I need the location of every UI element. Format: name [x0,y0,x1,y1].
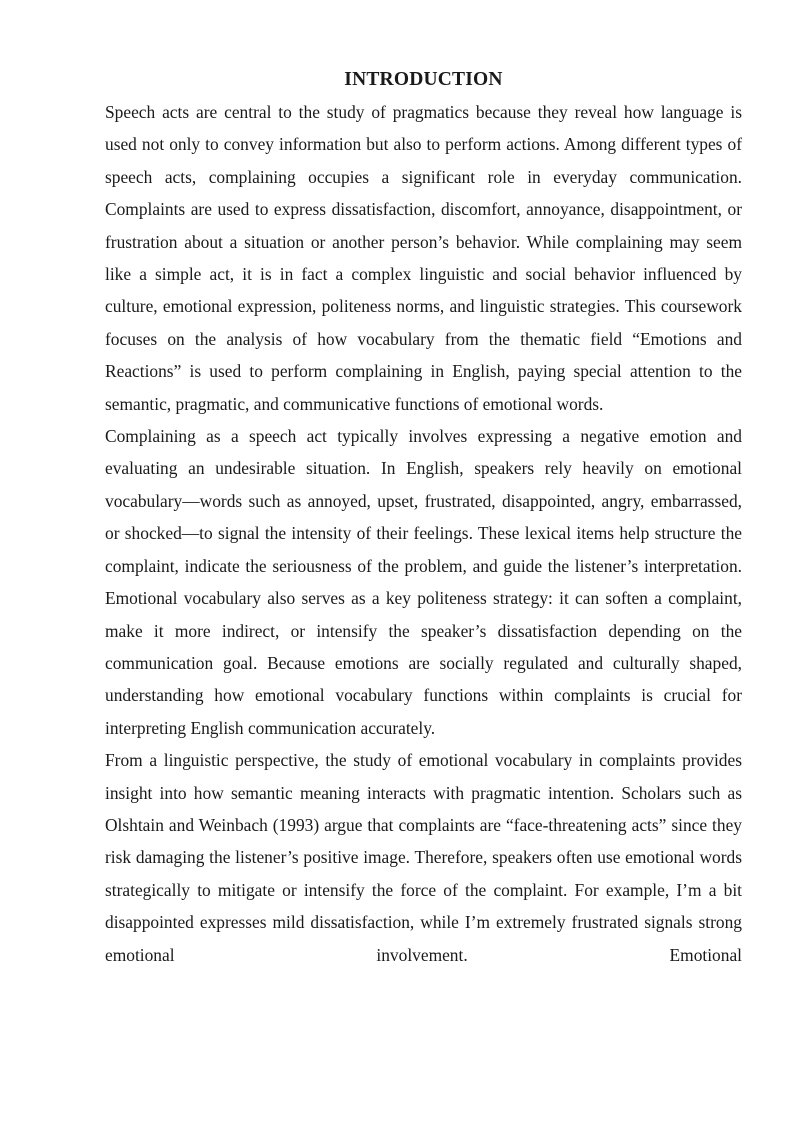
document-title: INTRODUCTION [344,69,503,90]
paragraph-1: Speech acts are central to the study of pragmatics because they reveal how language is used not only to convey information but also to perform actions. Among different types of speech acts, complaining occupies a significant role in everyday communication. Complaints are used to express dissatisfaction, discomfort, annoyance, disappointment, or frustration about a situation or another person’s behavior. While complaining may seem like a simple act, it is in fact a complex linguistic and social behavior influenced by culture, emotional expression, politeness norms, and linguistic strategies. This coursework focuses on the analysis of how vocabulary from the thematic field “Emotions and Reactions” is used to perform complaining in English, paying special attention to the semantic, pragmatic, and communicative functions of emotional words. [105,102,742,414]
paragraph-3: From a linguistic perspective, the study of emotional vocabulary in complaints provides insight into how semantic meaning interacts with pragmatic intention. Scholars such as Olshtain and Weinbach (1993) argue that complaints are “face-threatening acts” since they risk damaging the listener’s positive image. Therefore, speakers often use emotional words strategically to mitigate or intensify the force of the complaint. For example, I’m a bit disappointed expresses mild dissatisfaction, while I’m extremely frustrated signals strong emotional involvement. Emotional [105,750,742,965]
document-body [105,64,742,971]
paragraph-2: Complaining as a speech act typically involves expressing a negative emotion and evaluating an undesirable situation. In English, speakers rely heavily on emotional vocabulary—words such as annoyed, upset, frustrated, disappointed, angry, embarrassed, or shocked—to signal the intensity of their feelings. These lexical items help structure the complaint, indicate the seriousness of the problem, and guide the listener’s interpretation. Emotional vocabulary also serves as a key politeness strategy: it can soften a complaint, make it more indirect, or intensify the speaker’s dissatisfaction depending on the communication goal. Because emotions are socially regulated and culturally shaped, understanding how emotional vocabulary functions within complaints is crucial for interpreting English communication accurately. [105,426,742,738]
